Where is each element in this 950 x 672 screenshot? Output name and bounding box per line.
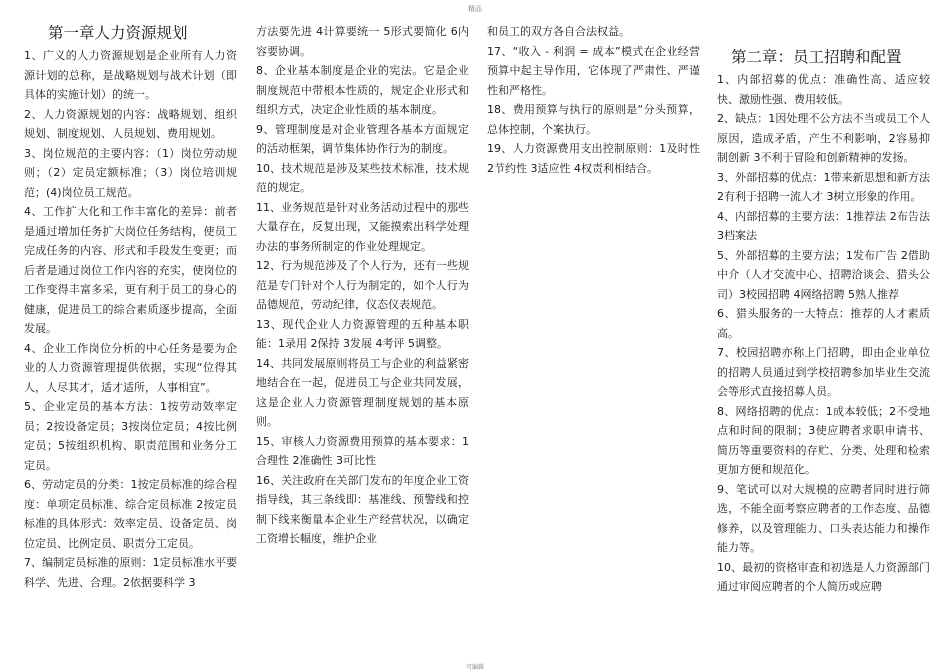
paragraph: 12、行为规范涉及了个人行为，还有一些规范是专门针对个人行为制定的，如个人行为品德规范，劳动纪律，仪态仪表规范。	[256, 259, 469, 311]
chapter-title: 第一章人力资源规划	[48, 24, 188, 42]
paragraph: 和员工的双方各自合法权益。	[487, 25, 630, 38]
paragraph: 2、缺点：1因处理不公方法不当或员工个人原因，造成矛盾，产生不利影响，2容易抑制创新 3不利于冒险和创新精神的发扬。	[717, 112, 930, 164]
paragraph: 1、广义的人力资源规划是企业所有人力资源计划的总称，是战略规划与战术计划（即具体的实施计划）的统一。	[24, 49, 237, 101]
paragraph: 2、人力资源规划的内容：战略规划、组织规划、制度规划、人员规划、费用规划。	[24, 107, 237, 140]
paragraph: 15、审核人力资源费用预算的基本要求：1合理性 2准确性 3可比性	[256, 434, 469, 467]
paragraph: 16、关注政府在关部门发布的年度企业工资指导线，其三条线即：基准线、预警线和控制下线来衡量本企业生产经营状况，以确定工资增长幅度，维护企业	[256, 473, 469, 545]
paragraph: 17、“收入 - 利润 = 成本”模式在企业经营预算中起主导作用，它体现了严肃性、严谨性和严格性。	[487, 44, 700, 97]
paragraph: 9、笔试可以对大规模的应聘者同时进行筛选，不能全面考察应聘者的工作态度、品德修养，以及管理能力、口头表达能力和操作能力等。	[717, 482, 930, 554]
paragraph: 6、劳动定员的分类：1按定员标准的综合程度：单项定员标准、综合定员标准 2按定员标准的具体形式：效率定员、设备定员、岗位定员、比例定员、职责分工定员。	[24, 478, 237, 550]
paragraph: 1、内部招募的优点：准确性高、适应较快、激励性强、费用较低。	[717, 73, 930, 106]
paragraph: 3、岗位规范的主要内容：（1）岗位劳动规则；（2）定员定额标准；（3）岗位培训规范；(4)岗位员工规范。	[24, 146, 237, 199]
paragraph: 18、费用预算与执行的原则是“分头预算，总体控制，个案执行。	[487, 103, 700, 136]
paragraph: 11、业务规范是针对业务活动过程中的那些大量存在，反复出现，又能摸索出科学处理办法的事务所制定的作业处理规定。	[256, 200, 469, 253]
paragraph: 7、编制定员标准的原则：1定员标准水平要科学、先进、合理。2依据要科学 3	[24, 556, 237, 589]
paragraph: 8、企业基本制度是企业的宪法。它是企业制度规范中带根本性质的，规定企业形式和组织方式，决定企业性质的基本制度。	[256, 64, 469, 116]
page-header: 精品	[468, 5, 482, 13]
paragraph: 13、现代企业人力资源管理的五种基本职能：1录用 2保持 3发展 4考评 5调整。	[256, 317, 469, 350]
paragraph: 5、企业定员的基本方法：1按劳动效率定员；2按设备定员；3按岗位定员；4按比例定员；5按组织机构、职责范围和业务分工定员。	[24, 400, 237, 472]
paragraph: 5、外部招募的主要方法；1发布广告 2借助中介（人才交流中心、招聘洽谈会、猎头公司）3校园招聘 4网络招聘 5熟人推荐	[717, 248, 930, 301]
paragraph: 方法要先进 4计算要统一 5形式要简化 6内容要协调。	[256, 25, 469, 58]
paragraph: 4、企业工作岗位分析的中心任务是要为企业的人力资源管理提供依据，实现“位得其人，人尽其才，适才适所，人事相宜”。	[24, 341, 237, 394]
paragraph: 7、校园招聘亦称上门招聘，即由企业单位的招聘人员通过到学校招聘参加毕业生交流会等形式直接招募人员。	[717, 346, 930, 398]
paragraph: 9、管理制度是对企业管理各基本方面规定的活动框架，调节集体协作行为的制度。	[256, 122, 469, 155]
paragraph: 6、猎头服务的一大特点：推荐的人才素质高。	[717, 307, 930, 340]
paragraph: 19、人力资源费用支出控制原则：1及时性 2节约性 3适应性 4权责利相结合。	[487, 142, 700, 175]
chapter-title: 第二章：员工招聘和配置	[731, 48, 902, 66]
paragraph: 10、技术规范是涉及某些技术标准，技术规范的规定。	[256, 161, 469, 194]
column-1	[24, 22, 237, 592]
paragraph: 10、最初的资格审查和初选是人力资源部门通过审阅应聘者的个人简历或应聘	[717, 560, 930, 593]
column-2	[256, 22, 469, 549]
page-footer: 可编辑	[465, 664, 484, 671]
paragraph: 8、网络招聘的优点：1成本较低；2不受地点和时间的限制；3使应聘者求职申请书、简历等重要资料的存贮、分类、处理和检索更加方便和规范化。	[717, 404, 930, 476]
paragraph: 3、外部招募的优点：1带来新思想和新方法 2有利于招聘一流人才 3树立形象的作用。	[717, 170, 930, 203]
paragraph: 4、内部招募的主要方法：1推荐法 2布告法 3档案法	[717, 209, 930, 242]
paragraph: 14、共同发展原则将员工与企业的利益紧密地结合在一起，促进员工与企业共同发展，这是企业人力资源管理制度规划的基本原则。	[256, 356, 469, 428]
column-3	[487, 22, 700, 178]
column-4	[717, 22, 930, 597]
paragraph: 4、工作扩大化和工作丰富化的差异：前者是通过增加任务扩大岗位任务结构，使员工完成任务的内容、形式和手段发生变更；而后者是通过岗位工作内容的充实，使岗位的工作变得丰富多采，更有利于员工的身心的健康，促进员工的综合素质逐步提高，全面发展。	[24, 205, 237, 335]
